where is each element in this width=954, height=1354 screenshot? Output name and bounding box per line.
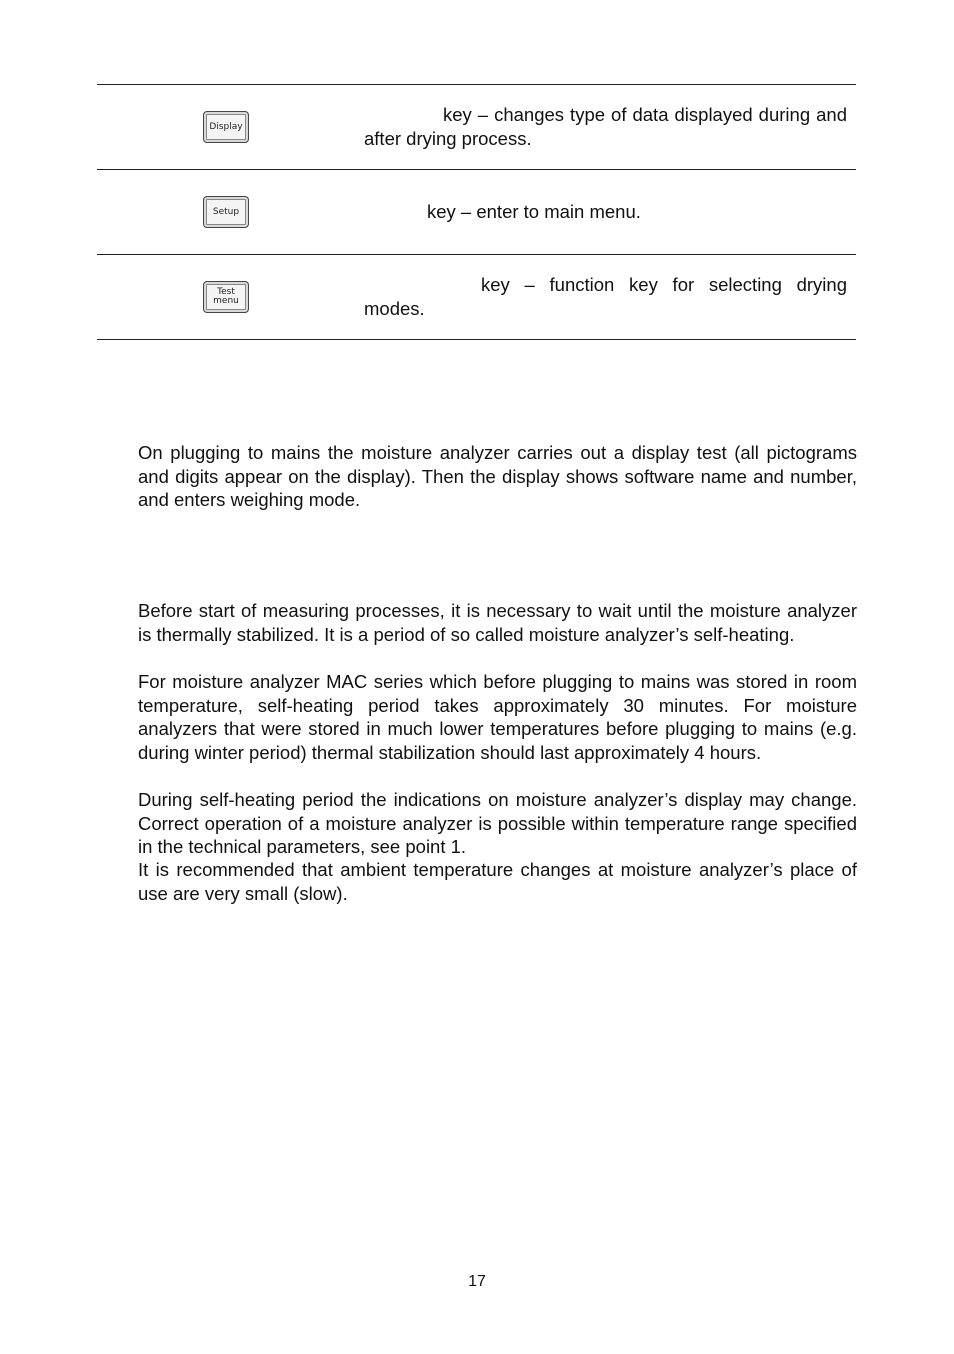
setup-key-icon — [203, 196, 249, 228]
keys-table — [97, 84, 856, 340]
display-key-icon — [203, 111, 249, 143]
test-menu-key-label-line2: menu — [213, 296, 239, 306]
test-menu-key-description: key – function key for selecting drying modes. — [364, 274, 847, 319]
page-number: 17 — [468, 1273, 486, 1290]
display-key-label: Display — [209, 121, 243, 132]
setup-key-description: key – enter to main menu. — [427, 201, 641, 222]
display-key-description: key – changes type of data displayed during and after drying process. — [364, 104, 847, 149]
start-up-paragraph: On plugging to mains the moisture analyzer carries out a display test (all pictograms and digits appear on the display). Then the display shows software name and number, and enters weighing mode. — [138, 442, 857, 510]
test-menu-key-icon — [203, 281, 249, 313]
self-heating-paragraph-4: It is recommended that ambient temperature changes at moisture analyzer’s place of use are very small (slow). — [138, 859, 857, 904]
self-heating-paragraph-2: For moisture analyzer MAC series which before plugging to mains was stored in room temperature, self-heating period takes approximately 30 minutes. For moisture analyzers that were stored in much lower temperatures before plugging to mains (e.g. during winter period) thermal stabilization should last approximately 4 hours. — [138, 671, 857, 763]
key-row-test-menu — [97, 254, 856, 340]
key-row-display — [97, 84, 856, 169]
self-heating-paragraph-1: Before start of measuring processes, it is necessary to wait until the moisture analyzer is thermally stabilized. It is a period of so called moisture analyzer’s self-heating. — [138, 600, 857, 645]
key-row-setup — [97, 169, 856, 254]
test-menu-key-label-line1: Test — [217, 287, 235, 297]
self-heating-paragraph-3: During self-heating period the indications on moisture analyzer’s display may change. Correct operation of a moisture analyzer is possible within temperature range specified in the technical parameters, see point 1. — [138, 789, 857, 857]
setup-key-label: Setup — [212, 206, 240, 217]
